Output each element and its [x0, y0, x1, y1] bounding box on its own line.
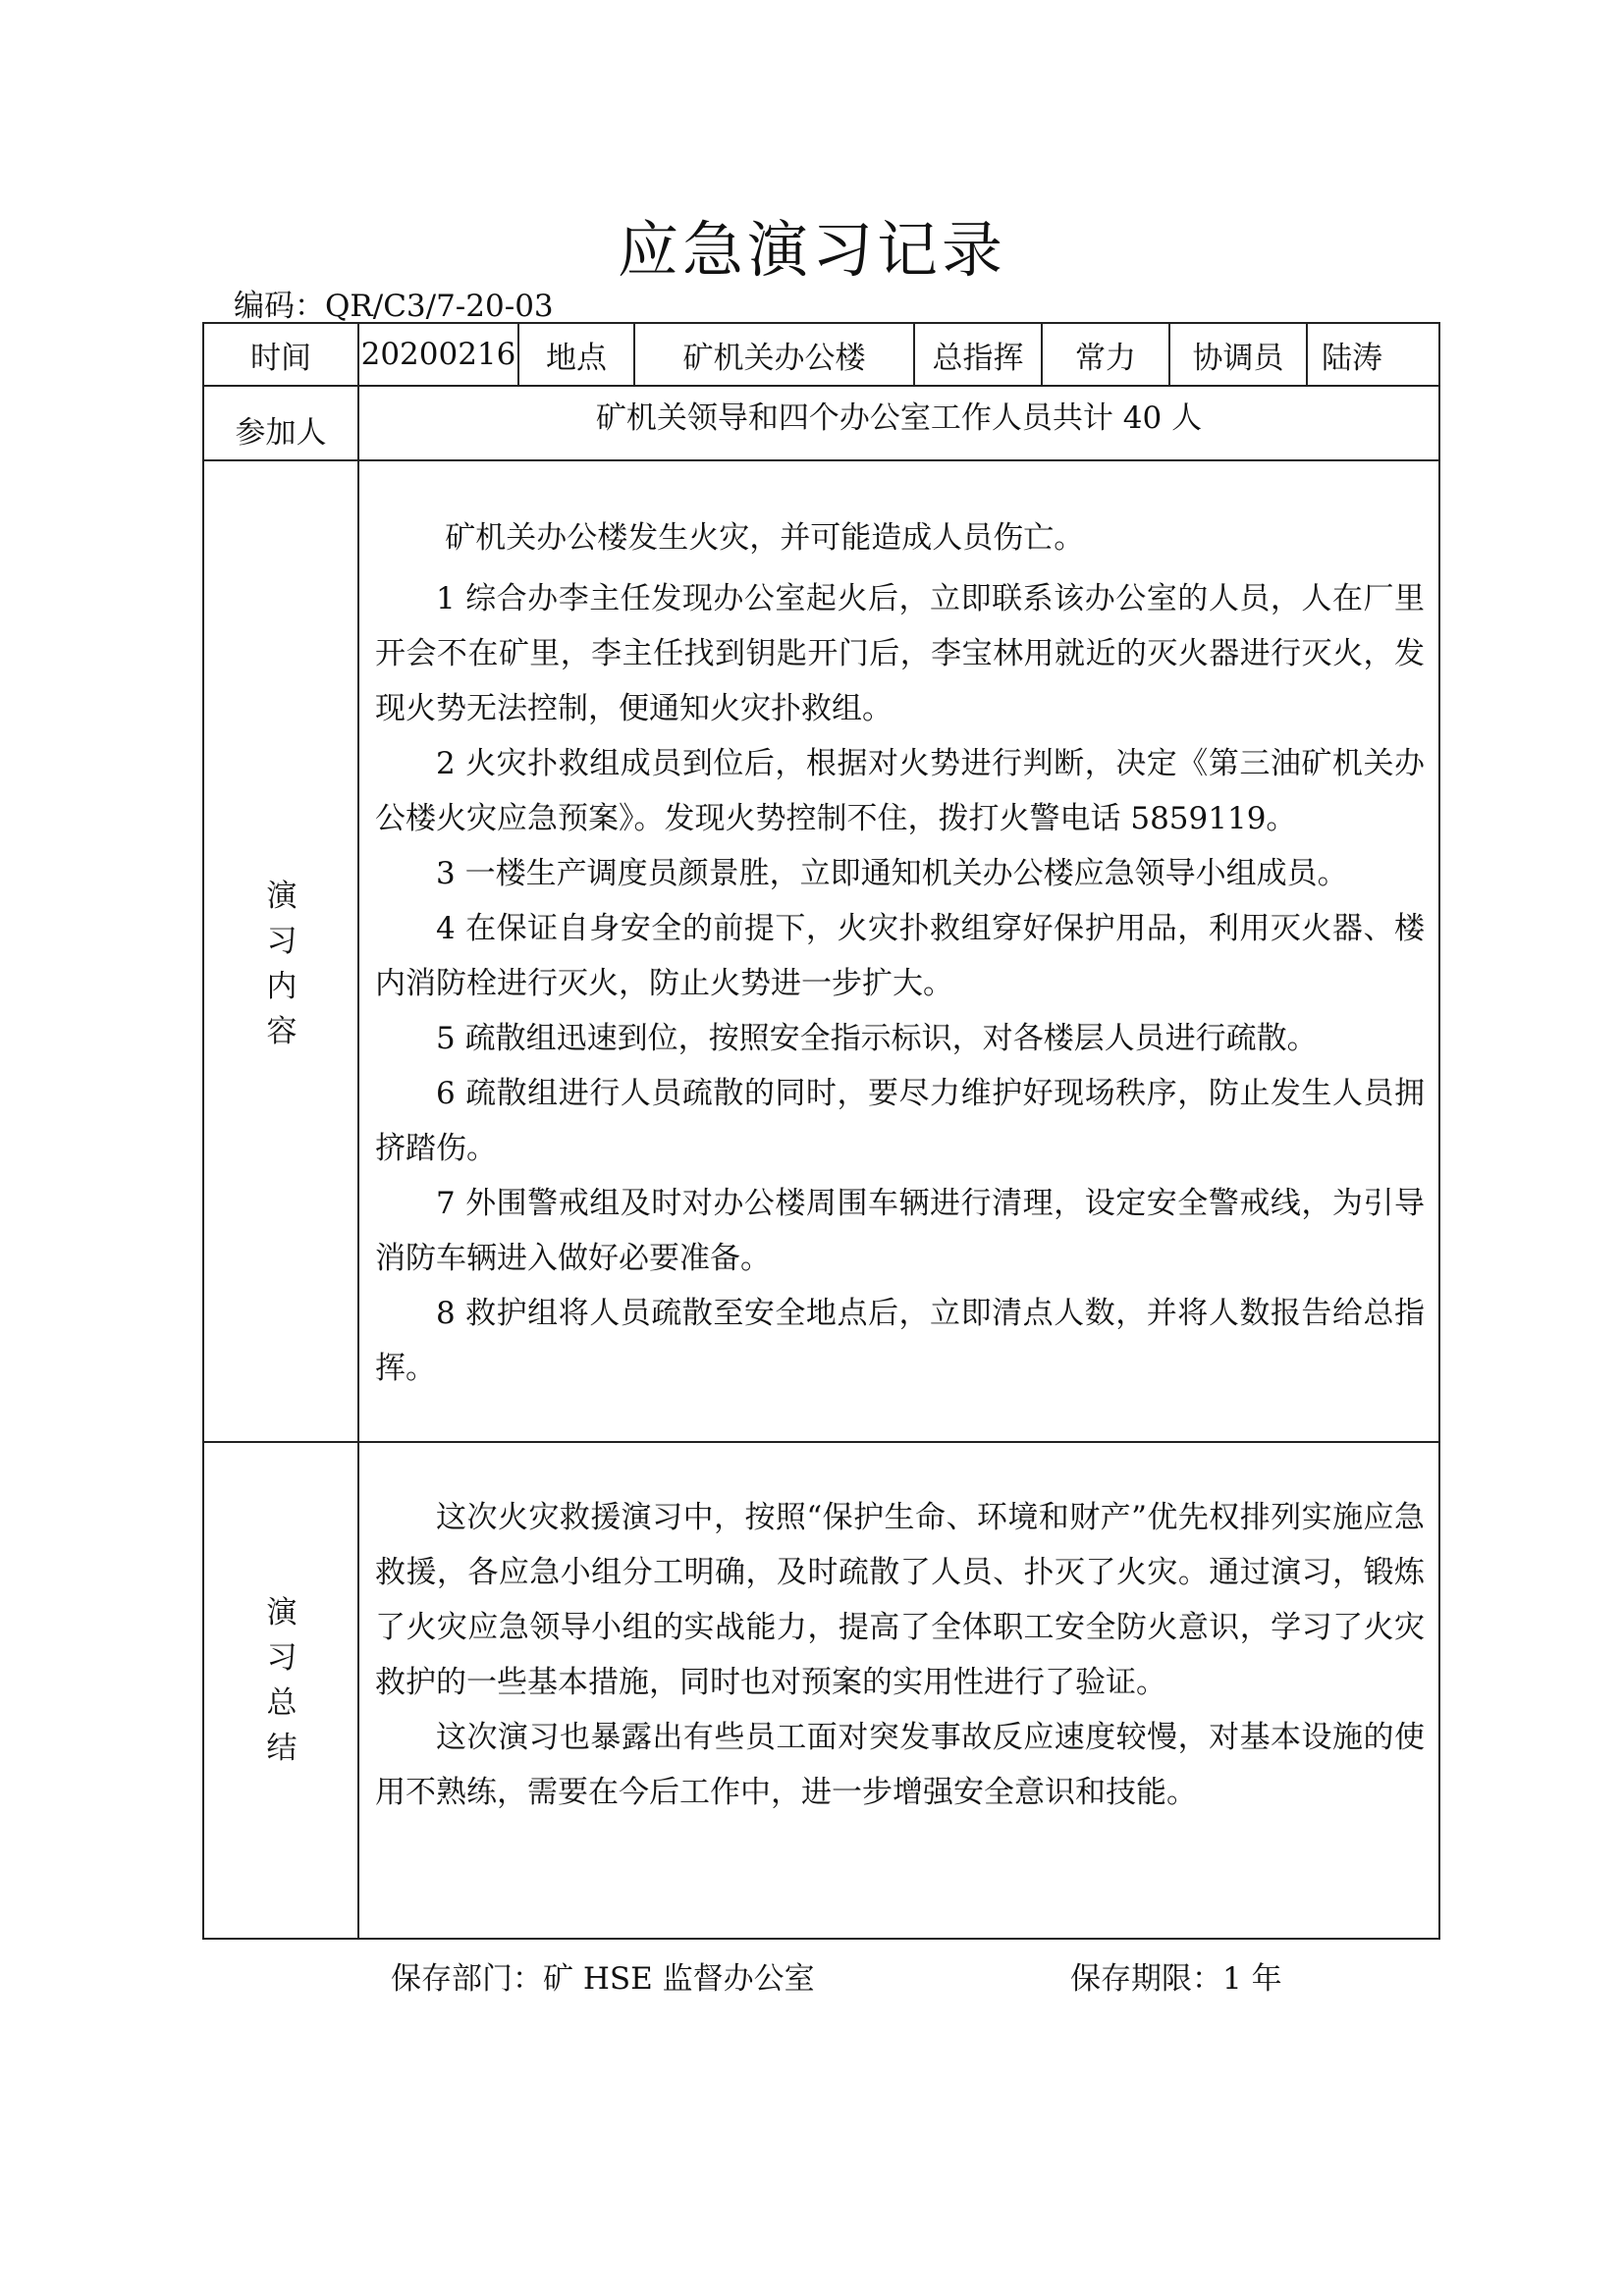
document-code: 编码：QR/C3/7-20-03: [234, 289, 554, 324]
commander-label: 总指挥: [915, 324, 1043, 385]
content-paragraph: 矿机关办公楼发生火灾，并可能造成人员伤亡。: [445, 520, 1085, 556]
time-value: 20200216: [359, 324, 519, 385]
content-paragraph: 5 疏散组迅速到位，按照安全指示标识，对各楼层人员进行疏散。: [436, 1021, 1318, 1056]
participants-row: [204, 387, 1438, 461]
header-row: [204, 324, 1438, 387]
coordinator-label: 协调员: [1170, 324, 1308, 385]
place-label: 地点: [519, 324, 635, 385]
content-paragraph: 1 综合办李主任发现办公室起火后，立即联系该办公室的人员，人在厂里开会不在矿里，李主任找到钥匙开门后，李宝林用就近的灭火器进行灭火，发现火势无法控制，便通知火灾扑救组。: [375, 581, 1425, 726]
drill-content-label: 演 习 内 容: [266, 879, 298, 1049]
drill-record-table: [202, 322, 1440, 1940]
time-label: 时间: [204, 324, 359, 385]
commander-value: 常力: [1043, 324, 1170, 385]
storage-period: 保存期限：1 年: [1070, 1961, 1282, 1997]
drill-content-row: [204, 461, 1438, 1443]
content-paragraph: 8 救护组将人员疏散至安全地点后，立即清点人数，并将人数报告给总指挥。: [375, 1296, 1425, 1386]
coordinator-value: 陆涛: [1322, 340, 1382, 376]
content-paragraph: 6 疏散组进行人员疏散的同时，要尽力维护好现场秩序，防止发生人员拥挤踏伤。: [375, 1076, 1425, 1166]
document-title: 应急演习记录: [617, 214, 1006, 286]
summary-paragraph: 这次火灾救援演习中，按照“保护生命、环境和财产”优先权排列实施应急救援，各应急小组分工明确，及时疏散了人员、扑灭了火灾。通过演习，锻炼了火灾应急领导小组的实战能力，提高了全体职工安全防火意识，学习了火灾救护的一些基本措施，同时也对预案的实用性进行了验证。: [375, 1500, 1425, 1700]
storage-department: 保存部门：矿 HSE 监督办公室: [391, 1961, 815, 1997]
participants-label: 参加人: [204, 387, 359, 459]
drill-content-text: [359, 461, 1438, 1441]
content-paragraph: 3 一楼生产调度员颜景胜，立即通知机关办公楼应急领导小组成员。: [436, 856, 1348, 891]
summary-paragraph: 这次演习也暴露出有些员工面对突发事故反应速度较慢，对基本设施的使用不熟练，需要在今后工作中，进一步增强安全意识和技能。: [375, 1720, 1425, 1810]
place-value: 矿机关办公楼: [635, 324, 915, 385]
drill-summary-label-cell: [204, 1443, 359, 1938]
drill-summary-row: [204, 1443, 1438, 1938]
drill-summary-label: 演 习 总 结: [266, 1595, 298, 1766]
content-paragraph: 2 火灾扑救组成员到位后，根据对火势进行判断，决定《第三油矿机关办公楼火灾应急预案》。发现火势控制不住，拨打火警电话 5859119。: [375, 746, 1425, 836]
participants-value: 矿机关领导和四个办公室工作人员共计 40 人: [595, 400, 1203, 436]
content-paragraph: 7 外围警戒组及时对办公楼周围车辆进行清理，设定安全警戒线，为引导消防车辆进入做好必要准备。: [375, 1186, 1425, 1276]
drill-content-label-cell: [204, 461, 359, 1441]
content-paragraph: 4 在保证自身安全的前提下，火灾扑救组穿好保护用品，利用灭火器、楼内消防栓进行灭火，防止火势进一步扩大。: [375, 911, 1425, 1001]
drill-summary-text: [359, 1443, 1438, 1938]
